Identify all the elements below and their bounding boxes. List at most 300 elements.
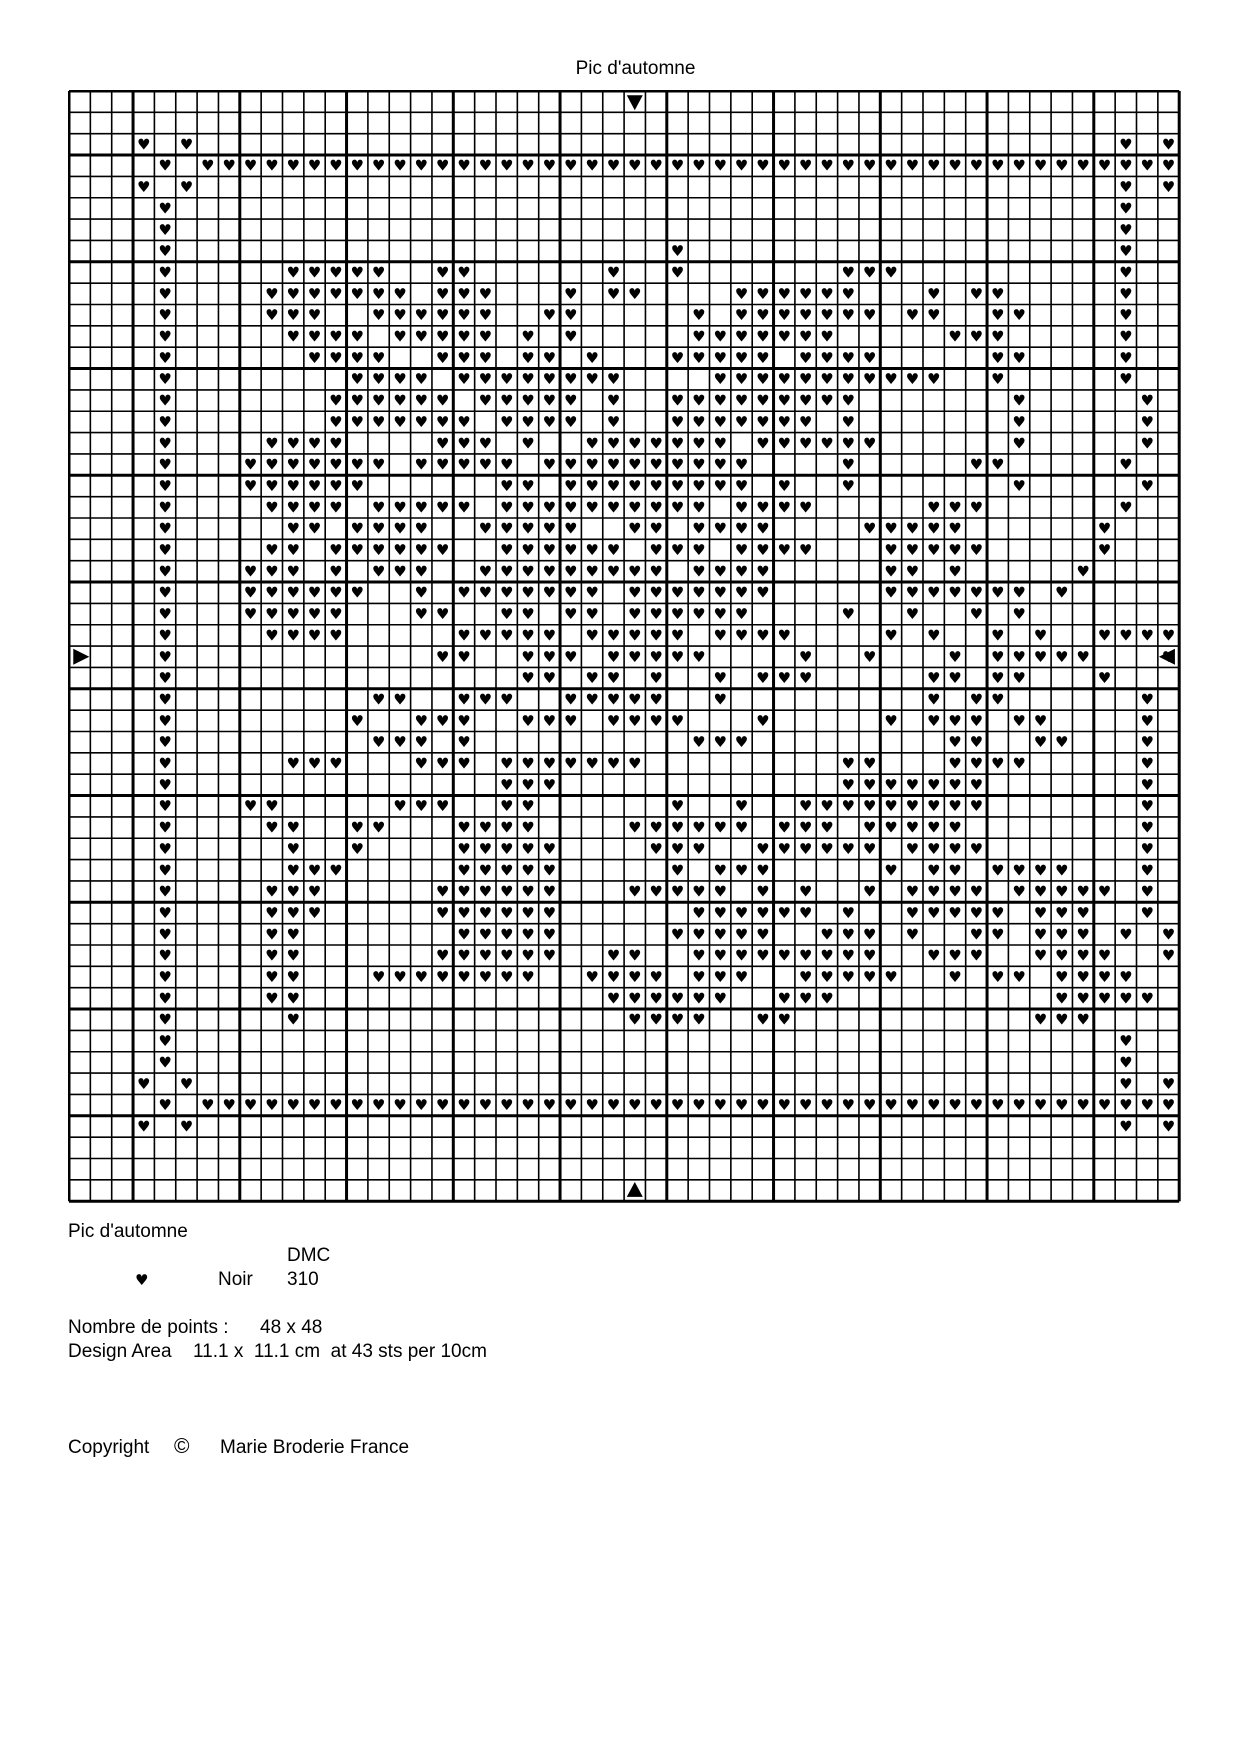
stitch-heart-icon: ♥: [1140, 818, 1154, 837]
stitch-heart-icon: ♥: [307, 498, 322, 517]
stitch-heart-icon: ♥: [499, 498, 514, 517]
stitch-heart-icon: ♥: [991, 669, 1005, 688]
stitch-heart-icon: ♥: [948, 968, 962, 987]
stitch-heart-icon: ♥: [841, 968, 855, 987]
stitch-heart-icon: ♥: [798, 882, 813, 901]
stitch-heart-icon: ♥: [649, 968, 663, 987]
stitch-heart-icon: ♥: [1119, 1053, 1133, 1072]
stitch-heart-icon: ♥: [350, 541, 364, 560]
stitch-heart-icon: ♥: [841, 903, 855, 922]
stitch-heart-icon: ♥: [158, 541, 172, 560]
stitch-heart-icon: ♥: [692, 647, 706, 666]
stitch-heart-icon: ♥: [606, 434, 621, 453]
stitch-heart-icon: ♥: [542, 391, 557, 410]
stitch-heart-icon: ♥: [457, 156, 471, 175]
stitch-heart-icon: ♥: [905, 882, 920, 901]
stitch-heart-icon: ♥: [265, 455, 279, 474]
stitch-heart-icon: ♥: [350, 327, 364, 346]
stitch-heart-icon: ♥: [670, 1010, 685, 1029]
stitch-heart-icon: ♥: [393, 519, 407, 538]
stitch-heart-icon: ♥: [585, 626, 599, 645]
stitch-heart-icon: ♥: [499, 562, 514, 581]
stitch-heart-icon: ♥: [734, 498, 749, 517]
stitch-heart-icon: ♥: [948, 156, 962, 175]
stitch-heart-icon: ♥: [435, 306, 450, 325]
stitch-heart-icon: ♥: [158, 434, 172, 453]
stitch-heart-icon: ♥: [905, 583, 920, 602]
stitch-heart-icon: ♥: [905, 903, 920, 922]
stitch-heart-icon: ♥: [158, 519, 172, 538]
stitch-heart-icon: ♥: [286, 861, 300, 880]
stitch-heart-icon: ♥: [137, 1074, 151, 1093]
stitch-heart-icon: ♥: [820, 284, 834, 303]
stitch-heart-icon: ♥: [734, 946, 749, 965]
stitch-heart-icon: ♥: [884, 562, 898, 581]
stitch-heart-icon: ♥: [756, 541, 770, 560]
stitch-heart-icon: ♥: [414, 541, 429, 560]
stitch-heart-icon: ♥: [841, 476, 855, 495]
stitch-heart-icon: ♥: [286, 1010, 300, 1029]
stitch-heart-icon: ♥: [371, 818, 386, 837]
stitch-heart-icon: ♥: [798, 903, 813, 922]
stitch-heart-icon: ♥: [542, 348, 557, 367]
stitch-heart-icon: ♥: [564, 605, 578, 624]
stitch-heart-icon: ♥: [457, 946, 471, 965]
stitch-heart-icon: ♥: [969, 690, 984, 709]
stitch-heart-icon: ♥: [457, 861, 471, 880]
stitch-heart-icon: ♥: [884, 541, 898, 560]
stitch-heart-icon: ♥: [948, 583, 962, 602]
stitch-heart-icon: ♥: [542, 839, 557, 858]
stitch-heart-icon: ♥: [1033, 925, 1048, 944]
stitch-heart-icon: ♥: [692, 968, 706, 987]
stitch-heart-icon: ♥: [158, 690, 172, 709]
stitch-heart-icon: ♥: [1033, 946, 1048, 965]
stitch-heart-icon: ♥: [798, 434, 813, 453]
stitch-heart-icon: ♥: [734, 583, 749, 602]
stitch-heart-icon: ♥: [991, 156, 1005, 175]
stitch-heart-icon: ♥: [158, 605, 172, 624]
stitch-heart-icon: ♥: [1161, 135, 1176, 154]
stitch-heart-icon: ♥: [628, 882, 642, 901]
stitch-heart-icon: ♥: [1119, 263, 1133, 282]
stitch-heart-icon: ♥: [307, 754, 322, 773]
stitch-heart-icon: ♥: [521, 711, 535, 730]
stitch-heart-icon: ♥: [649, 583, 663, 602]
stitch-heart-icon: ♥: [670, 989, 685, 1008]
stitch-heart-icon: ♥: [265, 626, 279, 645]
stitch-heart-icon: ♥: [606, 541, 621, 560]
stitch-heart-icon: ♥: [606, 455, 621, 474]
stitch-heart-icon: ♥: [862, 306, 877, 325]
stitch-heart-icon: ♥: [798, 797, 813, 816]
stitch-heart-icon: ♥: [862, 839, 877, 858]
stitch-heart-icon: ♥: [499, 391, 514, 410]
stitch-heart-icon: ♥: [499, 839, 514, 858]
stitch-heart-icon: ♥: [841, 797, 855, 816]
stitch-heart-icon: ♥: [307, 156, 322, 175]
stitch-heart-icon: ♥: [286, 498, 300, 517]
stitch-heart-icon: ♥: [926, 861, 941, 880]
stitch-heart-icon: ♥: [564, 562, 578, 581]
stitch-heart-icon: ♥: [926, 519, 941, 538]
stitch-heart-icon: ♥: [158, 1053, 172, 1072]
stitch-heart-icon: ♥: [371, 1096, 386, 1115]
stitch-heart-icon: ♥: [179, 1074, 194, 1093]
stitch-heart-icon: ♥: [926, 156, 941, 175]
stitch-heart-icon: ♥: [926, 946, 941, 965]
stitch-heart-icon: ♥: [670, 434, 685, 453]
stitch-heart-icon: ♥: [1140, 690, 1154, 709]
stitch-heart-icon: ♥: [756, 711, 770, 730]
stitch-heart-icon: ♥: [756, 284, 770, 303]
stitch-heart-icon: ♥: [457, 968, 471, 987]
stitch-heart-icon: ♥: [991, 327, 1005, 346]
stitch-heart-icon: ♥: [307, 583, 322, 602]
stitch-heart-icon: ♥: [137, 135, 151, 154]
stitch-heart-icon: ♥: [628, 519, 642, 538]
stitch-heart-icon: ♥: [670, 348, 685, 367]
stitch-heart-icon: ♥: [670, 626, 685, 645]
stitch-heart-icon: ♥: [991, 647, 1005, 666]
stitch-heart-icon: ♥: [649, 541, 663, 560]
stitch-heart-icon: ♥: [991, 455, 1005, 474]
stitch-heart-icon: ♥: [969, 946, 984, 965]
stitch-heart-icon: ♥: [478, 925, 493, 944]
stitch-heart-icon: ♥: [564, 327, 578, 346]
stitch-heart-icon: ♥: [734, 519, 749, 538]
stitch-heart-icon: ♥: [457, 498, 471, 517]
stitch-heart-icon: ♥: [820, 156, 834, 175]
stitch-heart-icon: ♥: [350, 370, 364, 389]
stitch-heart-icon: ♥: [1140, 156, 1154, 175]
stitch-heart-icon: ♥: [670, 818, 685, 837]
stitch-grid: [68, 90, 1181, 1203]
stitch-heart-icon: ♥: [649, 434, 663, 453]
stitch-heart-icon: ♥: [841, 391, 855, 410]
stitch-heart-icon: ♥: [713, 733, 727, 752]
stitch-heart-icon: ♥: [777, 391, 791, 410]
stitch-heart-icon: ♥: [905, 797, 920, 816]
stitch-heart-icon: ♥: [521, 882, 535, 901]
stitch-heart-icon: ♥: [777, 541, 791, 560]
stitch-heart-icon: ♥: [564, 284, 578, 303]
stitch-heart-icon: ♥: [777, 946, 791, 965]
stitch-heart-icon: ♥: [307, 861, 322, 880]
stitch-heart-icon: ♥: [606, 370, 621, 389]
stitch-heart-icon: ♥: [777, 1096, 791, 1115]
stitch-heart-icon: ♥: [329, 455, 343, 474]
stitch-heart-icon: ♥: [756, 562, 770, 581]
stitch-heart-icon: ♥: [1140, 775, 1154, 794]
legend-color-code: 310: [287, 1269, 319, 1290]
stitch-heart-icon: ♥: [969, 733, 984, 752]
stitch-heart-icon: ♥: [478, 839, 493, 858]
stitch-heart-icon: ♥: [286, 306, 300, 325]
stitch-heart-icon: ♥: [713, 583, 727, 602]
stitch-heart-icon: ♥: [350, 839, 364, 858]
stitch-heart-icon: ♥: [991, 626, 1005, 645]
stitch-heart-icon: ♥: [265, 903, 279, 922]
stitch-heart-icon: ♥: [969, 1096, 984, 1115]
stitch-heart-icon: ♥: [1012, 754, 1026, 773]
stitch-heart-icon: ♥: [499, 882, 514, 901]
stitch-heart-icon: ♥: [798, 946, 813, 965]
stitch-heart-icon: ♥: [1119, 348, 1133, 367]
pattern-title-text: Pic d'automne: [575, 58, 696, 79]
stitch-heart-icon: ♥: [478, 434, 493, 453]
stitch-heart-icon: ♥: [521, 818, 535, 837]
stitch-heart-icon: ♥: [371, 156, 386, 175]
stitch-heart-icon: ♥: [521, 348, 535, 367]
stitch-heart-icon: ♥: [1140, 1096, 1154, 1115]
stitch-heart-icon: ♥: [862, 797, 877, 816]
stitch-heart-icon: ♥: [991, 306, 1005, 325]
stitch-heart-icon: ♥: [243, 156, 258, 175]
stitch-heart-icon: ♥: [1033, 626, 1048, 645]
stitch-heart-icon: ♥: [1097, 541, 1112, 560]
stitch-heart-icon: ♥: [969, 882, 984, 901]
stitch-heart-icon: ♥: [158, 733, 172, 752]
stitch-heart-icon: ♥: [371, 455, 386, 474]
stitch-heart-icon: ♥: [542, 882, 557, 901]
stitch-heart-icon: ♥: [969, 903, 984, 922]
stitch-heart-icon: ♥: [585, 669, 599, 688]
stitch-heart-icon: ♥: [1055, 1096, 1069, 1115]
stitch-heart-icon: ♥: [926, 775, 941, 794]
stitch-heart-icon: ♥: [692, 946, 706, 965]
stitch-heart-icon: ♥: [713, 327, 727, 346]
stitch-heart-icon: ♥: [286, 519, 300, 538]
stitch-heart-icon: ♥: [628, 583, 642, 602]
stitch-heart-icon: ♥: [521, 156, 535, 175]
stitch-heart-icon: ♥: [649, 711, 663, 730]
stitch-heart-icon: ♥: [286, 818, 300, 837]
stitch-heart-icon: ♥: [756, 669, 770, 688]
stitch-heart-icon: ♥: [820, 989, 834, 1008]
stitch-heart-icon: ♥: [371, 284, 386, 303]
stitch-heart-icon: ♥: [371, 348, 386, 367]
stitch-heart-icon: ♥: [1119, 1096, 1133, 1115]
stitch-heart-icon: ♥: [628, 754, 642, 773]
stitch-heart-icon: ♥: [158, 968, 172, 987]
stitch-heart-icon: ♥: [585, 476, 599, 495]
stitch-heart-icon: ♥: [1161, 626, 1176, 645]
stitch-heart-icon: ♥: [841, 263, 855, 282]
stitch-heart-icon: ♥: [307, 1096, 322, 1115]
stitch-heart-icon: ♥: [692, 882, 706, 901]
stitch-heart-icon: ♥: [798, 370, 813, 389]
stitch-heart-icon: ♥: [1140, 434, 1154, 453]
stitch-heart-icon: ♥: [884, 861, 898, 880]
stitch-heart-icon: ♥: [457, 263, 471, 282]
stitch-heart-icon: ♥: [158, 583, 172, 602]
stitch-heart-icon: ♥: [521, 647, 535, 666]
stitch-heart-icon: ♥: [1097, 156, 1112, 175]
stitch-heart-icon: ♥: [756, 583, 770, 602]
stitch-heart-icon: ♥: [499, 455, 514, 474]
stitch-heart-icon: ♥: [628, 946, 642, 965]
stitch-heart-icon: ♥: [158, 647, 172, 666]
stitch-heart-icon: ♥: [926, 711, 941, 730]
stitch-heart-icon: ♥: [564, 391, 578, 410]
stitch-heart-icon: ♥: [1119, 284, 1133, 303]
stitch-heart-icon: ♥: [1097, 626, 1112, 645]
stitch-heart-icon: ♥: [499, 412, 514, 431]
stitch-heart-icon: ♥: [158, 925, 172, 944]
stitch-count-label: Nombre de points :: [68, 1317, 229, 1338]
stitch-heart-icon: ♥: [499, 626, 514, 645]
stitch-heart-icon: ♥: [948, 1096, 962, 1115]
stitch-heart-icon: ♥: [542, 711, 557, 730]
stitch-heart-icon: ♥: [542, 156, 557, 175]
stitch-heart-icon: ♥: [948, 519, 962, 538]
stitch-heart-icon: ♥: [713, 605, 727, 624]
stitch-heart-icon: ♥: [521, 669, 535, 688]
stitch-heart-icon: ♥: [692, 1096, 706, 1115]
stitch-heart-icon: ♥: [414, 562, 429, 581]
stitch-heart-icon: ♥: [841, 370, 855, 389]
stitch-heart-icon: ♥: [158, 989, 172, 1008]
stitch-heart-icon: ♥: [329, 412, 343, 431]
stitch-heart-icon: ♥: [713, 370, 727, 389]
stitch-heart-icon: ♥: [798, 839, 813, 858]
stitch-heart-icon: ♥: [606, 391, 621, 410]
stitch-heart-icon: ♥: [862, 925, 877, 944]
stitch-heart-icon: ♥: [329, 562, 343, 581]
stitch-heart-icon: ♥: [329, 498, 343, 517]
stitch-heart-icon: ♥: [286, 605, 300, 624]
stitch-heart-icon: ♥: [542, 669, 557, 688]
stitch-heart-icon: ♥: [435, 882, 450, 901]
stitch-heart-icon: ♥: [158, 946, 172, 965]
stitch-heart-icon: ♥: [414, 733, 429, 752]
stitch-heart-icon: ♥: [606, 989, 621, 1008]
stitch-heart-icon: ♥: [884, 818, 898, 837]
stitch-heart-icon: ♥: [692, 903, 706, 922]
stitch-heart-icon: ♥: [1140, 733, 1154, 752]
stitch-heart-icon: ♥: [1140, 476, 1154, 495]
stitch-heart-icon: ♥: [862, 946, 877, 965]
stitch-heart-icon: ♥: [948, 775, 962, 794]
stitch-heart-icon: ♥: [393, 733, 407, 752]
copyright-owner: Marie Broderie France: [220, 1437, 410, 1458]
stitch-heart-icon: ♥: [499, 605, 514, 624]
stitch-heart-icon: ♥: [478, 818, 493, 837]
stitch-heart-icon: ♥: [158, 1032, 172, 1051]
stitch-heart-icon: ♥: [521, 626, 535, 645]
stitch-heart-icon: ♥: [1119, 220, 1133, 239]
stitch-heart-icon: ♥: [777, 1010, 791, 1029]
stitch-heart-icon: ♥: [734, 605, 749, 624]
copyright-icon: ©: [174, 1435, 190, 1458]
stitch-heart-icon: ♥: [286, 903, 300, 922]
stitch-heart-icon: ♥: [884, 1096, 898, 1115]
stitch-heart-icon: ♥: [542, 370, 557, 389]
stitch-heart-icon: ♥: [435, 605, 450, 624]
stitch-heart-icon: ♥: [926, 583, 941, 602]
stitch-heart-icon: ♥: [585, 498, 599, 517]
stitch-heart-icon: ♥: [1140, 626, 1154, 645]
stitch-heart-icon: ♥: [649, 882, 663, 901]
stitch-heart-icon: ♥: [1119, 199, 1133, 218]
stitch-heart-icon: ♥: [414, 455, 429, 474]
stitch-heart-icon: ♥: [628, 711, 642, 730]
stitch-heart-icon: ♥: [606, 968, 621, 987]
stitch-heart-icon: ♥: [756, 861, 770, 880]
stitch-heart-icon: ♥: [969, 455, 984, 474]
stitch-heart-icon: ♥: [820, 946, 834, 965]
legend-spacer: [68, 1292, 89, 1316]
stitch-heart-icon: ♥: [457, 903, 471, 922]
stitch-heart-icon: ♥: [499, 861, 514, 880]
stitch-heart-icon: ♥: [756, 370, 770, 389]
stitch-heart-icon: ♥: [371, 519, 386, 538]
stitch-heart-icon: ♥: [286, 327, 300, 346]
stitch-heart-icon: ♥: [243, 1096, 258, 1115]
stitch-heart-icon: ♥: [777, 818, 791, 837]
stitch-heart-icon: ♥: [1119, 306, 1133, 325]
stitch-heart-icon: ♥: [457, 455, 471, 474]
stitch-heart-icon: ♥: [734, 156, 749, 175]
stitch-heart-icon: ♥: [692, 327, 706, 346]
stitch-heart-icon: ♥: [841, 434, 855, 453]
stitch-heart-icon: ♥: [905, 818, 920, 837]
stitch-heart-icon: ♥: [478, 968, 493, 987]
stitch-heart-icon: ♥: [692, 156, 706, 175]
stitch-heart-icon: ♥: [884, 263, 898, 282]
stitch-heart-icon: ♥: [1012, 476, 1026, 495]
stitch-heart-icon: ♥: [734, 733, 749, 752]
stitch-heart-icon: ♥: [628, 498, 642, 517]
stitch-heart-icon: ♥: [1076, 968, 1090, 987]
stitch-heart-icon: ♥: [670, 1096, 685, 1115]
stitch-heart-icon: ♥: [521, 1096, 535, 1115]
stitch-heart-icon: ♥: [329, 583, 343, 602]
stitch-heart-icon: ♥: [371, 263, 386, 282]
stitch-heart-icon: ♥: [371, 391, 386, 410]
stitch-heart-icon: ♥: [307, 476, 322, 495]
stitch-heart-icon: ♥: [1076, 946, 1090, 965]
stitch-heart-icon: ♥: [969, 327, 984, 346]
stitch-heart-icon: ♥: [649, 669, 663, 688]
stitch-heart-icon: ♥: [158, 263, 172, 282]
stitch-heart-icon: ♥: [1012, 412, 1026, 431]
stitch-heart-icon: ♥: [628, 476, 642, 495]
stitch-heart-icon: ♥: [393, 284, 407, 303]
stitch-heart-icon: ♥: [435, 156, 450, 175]
stitch-heart-icon: ♥: [734, 903, 749, 922]
stitch-heart-icon: ♥: [649, 156, 663, 175]
stitch-heart-icon: ♥: [606, 1096, 621, 1115]
stitch-heart-icon: ♥: [905, 156, 920, 175]
stitch-heart-icon: ♥: [926, 903, 941, 922]
stitch-heart-icon: ♥: [435, 348, 450, 367]
stitch-heart-icon: ♥: [158, 476, 172, 495]
stitch-heart-icon: ♥: [905, 775, 920, 794]
stitch-heart-icon: ♥: [756, 434, 770, 453]
stitch-heart-icon: ♥: [499, 583, 514, 602]
stitch-heart-icon: ♥: [585, 434, 599, 453]
stitch-heart-icon: ♥: [350, 263, 364, 282]
legend-brand-row: [68, 1244, 331, 1268]
stitch-heart-icon: ♥: [820, 839, 834, 858]
stitch-heart-icon: ♥: [1012, 968, 1026, 987]
stitch-heart-icon: ♥: [820, 1096, 834, 1115]
stitch-heart-icon: ♥: [1097, 946, 1112, 965]
stitch-heart-icon: ♥: [628, 690, 642, 709]
stitch-heart-icon: ♥: [1161, 1074, 1176, 1093]
